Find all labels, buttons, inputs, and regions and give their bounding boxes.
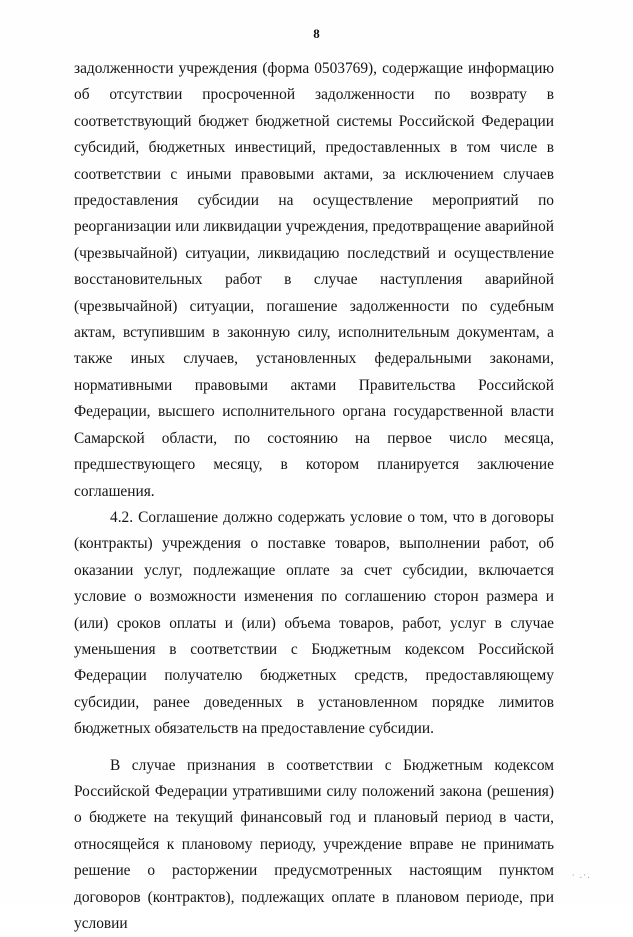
paragraph-budget-law-case: В случае признания в соответствии с Бюджетным кодексом Российской Федерации утратившими силу положений закона (решения) о бюджете на текущий финансовый год и плановый период в части, относящейся к плановому периоду, учреждение вправе не принимать решение о расторжении предусмотренных настоящим пунктом договоров (контрактов), подлежащих оплате в плановом периоде, при условии	[74, 756, 554, 932]
paragraph-continuation: задолженности учреждения (форма 0503769), содержащие информацию об отсутствии просроченной задолженности по возврату в соответствующий бюджет бюджетной системы Российской Федерации субсидий, бюджетных инвестиций, предоставленных в том числе в соответствии с иными правовыми актами, за исключением случаев предоставления субсидии на осуществление мероприятий по реорганизации или ликвидации учреждения, предотвращение аварийной (чрезвычайной) ситуации, ликвидацию последствий и осуществление восстановительных работ в случае наступления аварийной (чрезвычайной) ситуации, погашение задолженности по судебным актам, вступившим в законную силу, исполнительным документам, а также иных случаев, установленных федеральными законами, нормативными правовыми актами Правительства Российской Федерации, высшего исполнительного органа государственной власти Самарской области, по состоянию на первое число месяца, предшествующего месяцу, в котором планируется заключение соглашения.	[74, 60, 554, 500]
scan-artifact: · .·.	[571, 871, 591, 881]
paragraph-4-2: 4.2. Соглашение должно содержать условие о том, что в договоры (контракты) учреждения о поставке товаров, выполнении работ, об оказании услуг, подлежащие оплате за счет субсидии, включается условие о возможности изменения по соглашению сторон размера и (или) сроков оплаты и (или) объема товаров, работ, услуг в случае уменьшения в соответствии с Бюджетным кодексом Российской Федерации получателю бюджетных средств, предоставляющему субсидии, ранее доведенных в установленном порядке лимитов бюджетных обязательств на предоставление субсидии.	[74, 508, 554, 738]
document-body	[74, 56, 554, 937]
page-number: 8	[313, 26, 320, 41]
